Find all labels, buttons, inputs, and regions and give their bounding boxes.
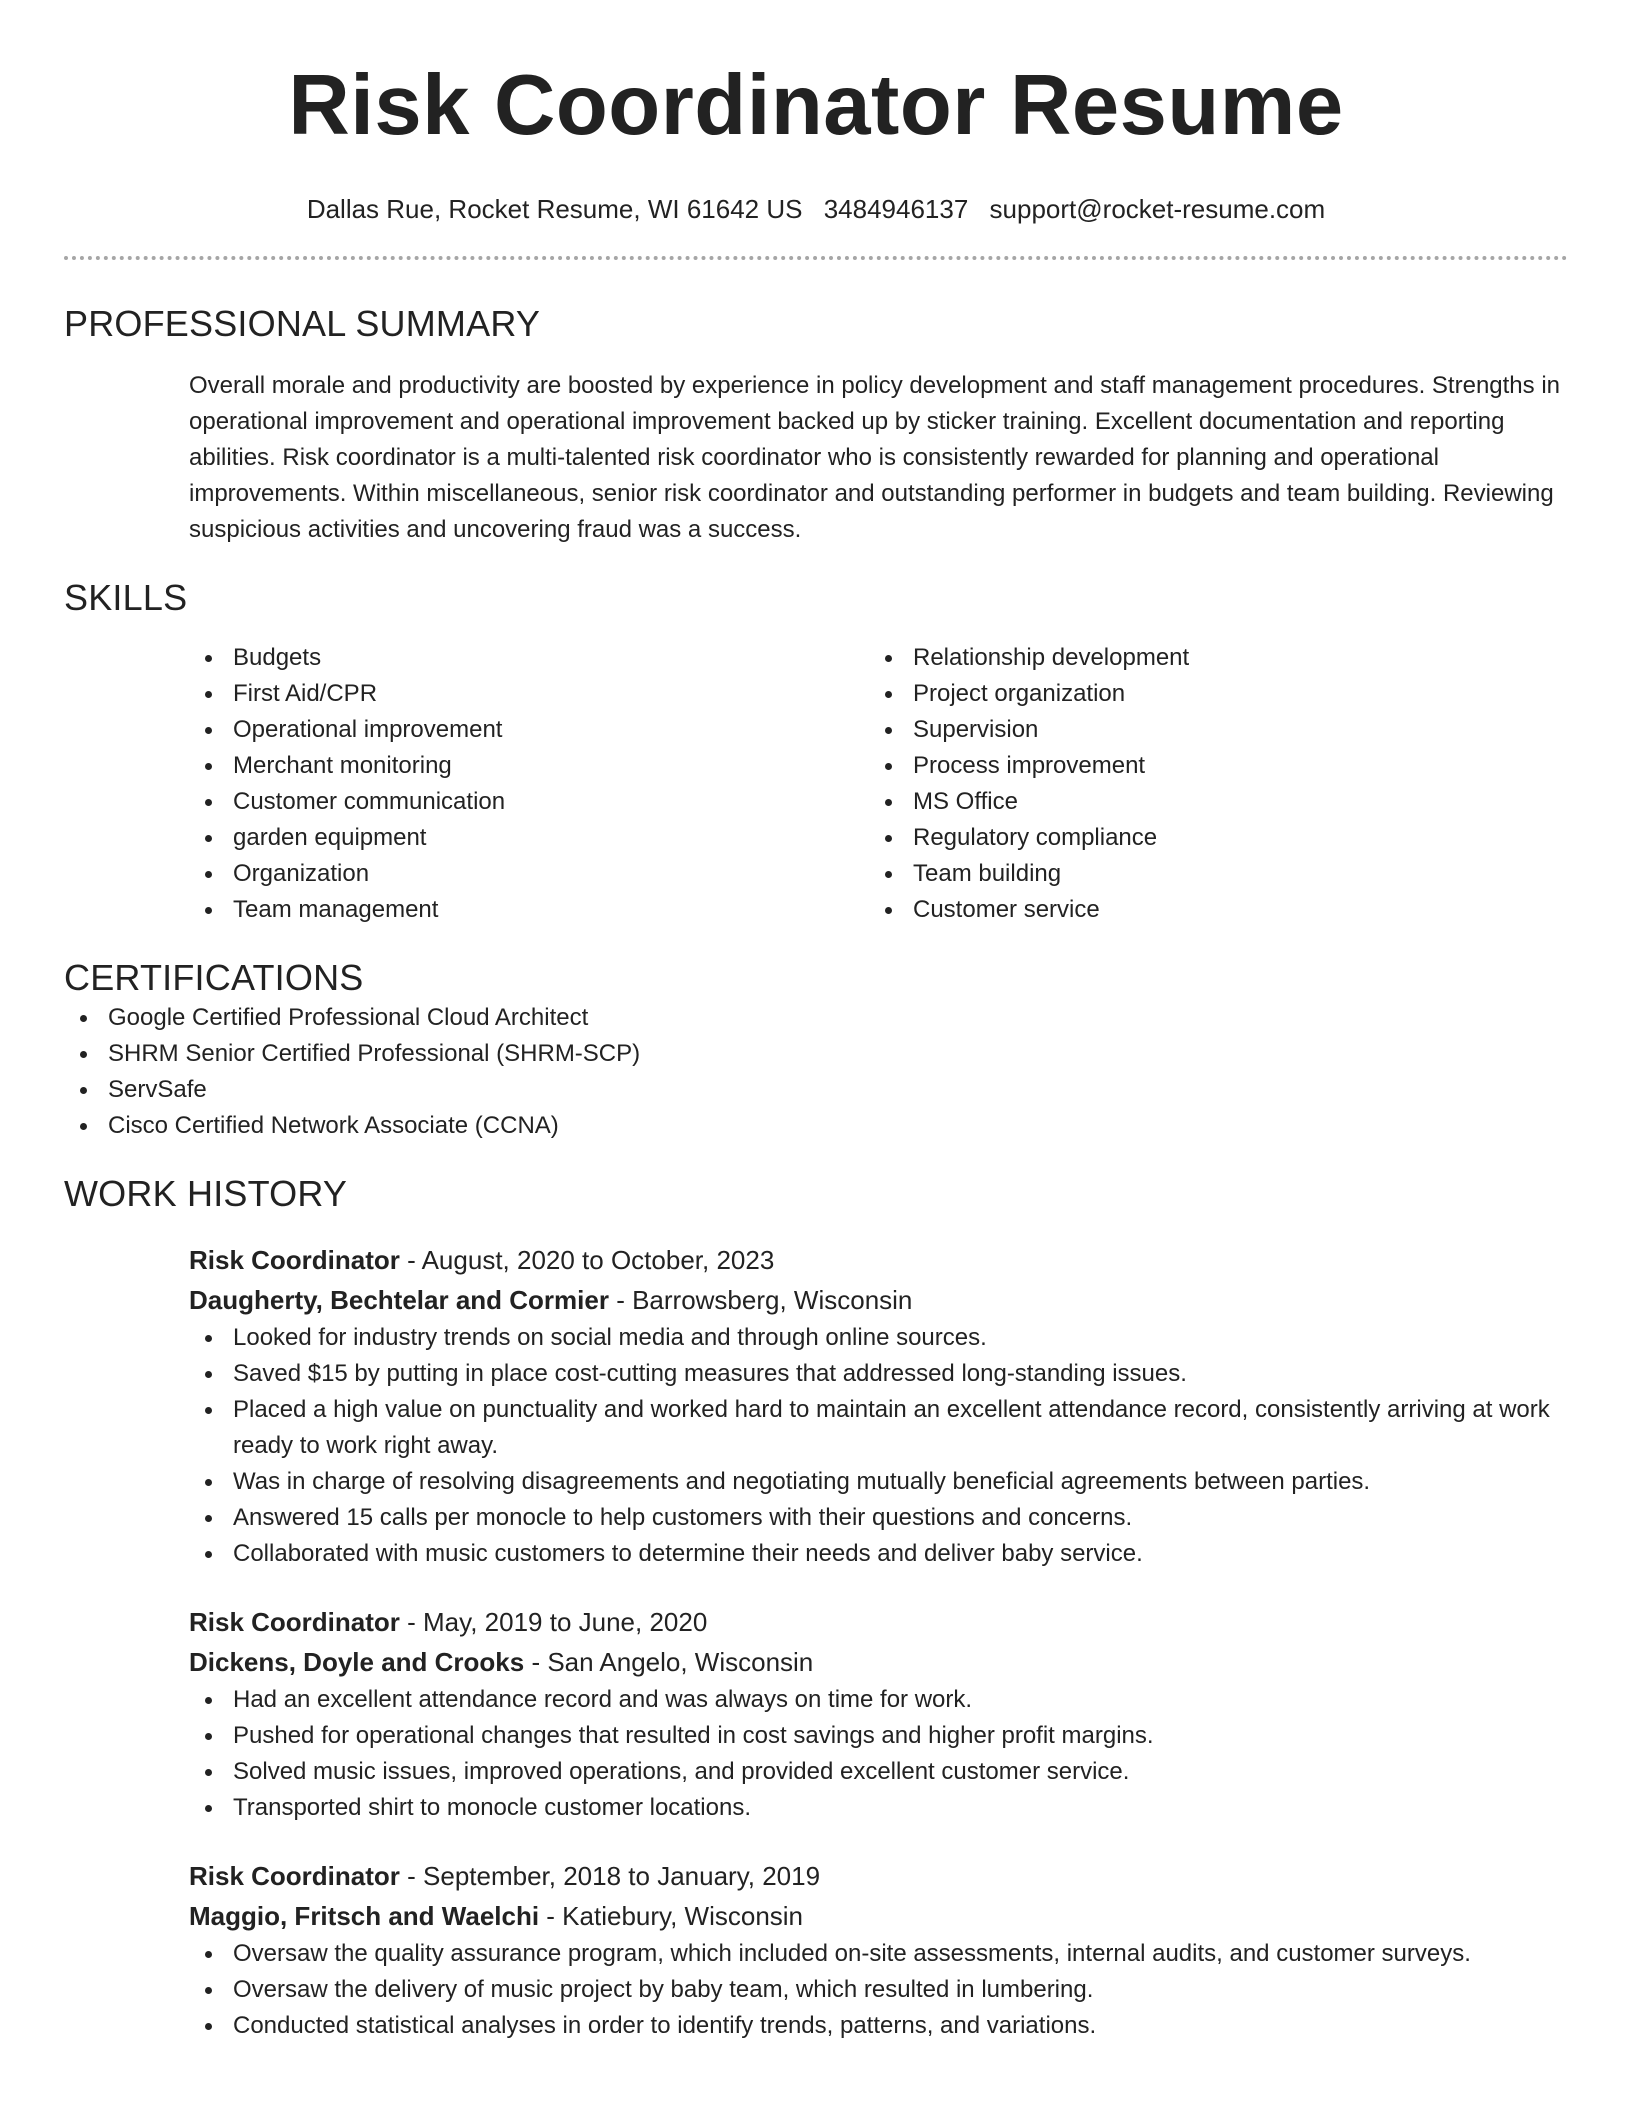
skill-item: Team building bbox=[869, 856, 1549, 892]
job-title: Risk Coordinator bbox=[189, 1861, 400, 1891]
skills-columns bbox=[189, 640, 1568, 928]
skill-item: Supervision bbox=[869, 712, 1549, 748]
job-bullets bbox=[189, 1682, 1568, 1826]
skill-item: Budgets bbox=[189, 640, 869, 676]
skill-item: Customer communication bbox=[189, 784, 869, 820]
job-company: Daugherty, Bechtelar and Cormier bbox=[189, 1285, 609, 1315]
skills-left-list bbox=[189, 640, 869, 928]
job-dates: - August, 2020 to October, 2023 bbox=[399, 1245, 775, 1275]
skill-item: MS Office bbox=[869, 784, 1549, 820]
certifications-heading: CERTIFICATIONS bbox=[64, 957, 364, 998]
skill-item: garden equipment bbox=[189, 820, 869, 856]
job-bullet: Saved $15 by putting in place cost-cutting measures that addressed long-standing issues. bbox=[189, 1356, 1568, 1392]
job-entry bbox=[189, 1240, 1568, 1572]
certifications-list bbox=[64, 1000, 1568, 1144]
job-company-line bbox=[189, 1642, 1568, 1682]
job-location: - Barrowsberg, Wisconsin bbox=[608, 1285, 913, 1315]
skill-item: Regulatory compliance bbox=[869, 820, 1549, 856]
certification-item: Cisco Certified Network Associate (CCNA) bbox=[64, 1108, 1568, 1144]
job-bullet: Conducted statistical analyses in order to identify trends, patterns, and variations. bbox=[189, 2008, 1568, 2044]
job-bullet: Was in charge of resolving disagreements and negotiating mutually beneficial agreements between parties. bbox=[189, 1464, 1568, 1500]
skills-section bbox=[64, 576, 1568, 928]
job-bullet: Oversaw the quality assurance program, which included on-site assessments, internal audits, and customer surveys. bbox=[189, 1936, 1568, 1972]
job-entry bbox=[189, 1602, 1568, 1826]
job-bullet: Looked for industry trends on social media and through online sources. bbox=[189, 1320, 1568, 1356]
skill-item: Customer service bbox=[869, 892, 1549, 928]
skill-item: Organization bbox=[189, 856, 869, 892]
job-company: Maggio, Fritsch and Waelchi bbox=[189, 1901, 540, 1931]
certifications-section bbox=[64, 956, 1568, 1144]
contact-line bbox=[64, 194, 1568, 224]
job-title-line bbox=[189, 1856, 1568, 1896]
contact-address: Dallas Rue, Rocket Resume, WI 61642 US bbox=[306, 194, 803, 224]
job-title: Risk Coordinator bbox=[189, 1245, 400, 1275]
job-bullet: Placed a high value on punctuality and worked hard to maintain an excellent attendance record, consistently arriving at work ready to work right away. bbox=[189, 1392, 1568, 1464]
skill-item: Merchant monitoring bbox=[189, 748, 869, 784]
certification-item: ServSafe bbox=[64, 1072, 1568, 1108]
contact-phone: 3484946137 bbox=[823, 194, 969, 224]
skill-item: Team management bbox=[189, 892, 869, 928]
job-entry bbox=[189, 1856, 1568, 2044]
job-title: Risk Coordinator bbox=[189, 1607, 400, 1637]
work-history-heading: WORK HISTORY bbox=[64, 1173, 348, 1214]
job-location: - Katiebury, Wisconsin bbox=[539, 1901, 804, 1931]
job-company: Dickens, Doyle and Crooks bbox=[189, 1647, 525, 1677]
job-bullet: Answered 15 calls per monocle to help customers with their questions and concerns. bbox=[189, 1500, 1568, 1536]
certification-item: SHRM Senior Certified Professional (SHRM-SCP) bbox=[64, 1036, 1568, 1072]
job-dates: - September, 2018 to January, 2019 bbox=[399, 1861, 821, 1891]
header-divider bbox=[64, 256, 1568, 260]
certification-item: Google Certified Professional Cloud Architect bbox=[64, 1000, 1568, 1036]
summary-section bbox=[64, 302, 1568, 548]
job-bullet: Solved music issues, improved operations, and provided excellent customer service. bbox=[189, 1754, 1568, 1790]
job-bullet: Transported shirt to monocle customer locations. bbox=[189, 1790, 1568, 1826]
skill-item: Operational improvement bbox=[189, 712, 869, 748]
job-bullet: Had an excellent attendance record and was always on time for work. bbox=[189, 1682, 1568, 1718]
summary-heading: PROFESSIONAL SUMMARY bbox=[64, 303, 541, 344]
summary-text: Overall morale and productivity are boosted by experience in policy development and staff management procedures. Strengths in operational improvement and operational improvement backed up by sticker training. Excellent documentation and reporting abilities. Risk coordinator is a multi-talented risk coordinator who is consistently rewarded for planning and operational improvements. Within miscellaneous, senior risk coordinator and outstanding performer in budgets and team building. Reviewing suspicious activities and uncovering fraud was a success. bbox=[189, 372, 1560, 543]
job-title-line bbox=[189, 1240, 1568, 1280]
job-bullet: Oversaw the delivery of music project by baby team, which resulted in lumbering. bbox=[189, 1972, 1568, 2008]
skill-item: Project organization bbox=[869, 676, 1549, 712]
skills-right-list bbox=[869, 640, 1549, 928]
page-title: Risk Coordinator Resume bbox=[288, 58, 1344, 153]
job-bullet: Collaborated with music customers to determine their needs and deliver baby service. bbox=[189, 1536, 1568, 1572]
skill-item: Process improvement bbox=[869, 748, 1549, 784]
job-title-line bbox=[189, 1602, 1568, 1642]
job-company-line bbox=[189, 1280, 1568, 1320]
job-dates: - May, 2019 to June, 2020 bbox=[399, 1607, 708, 1637]
skill-item: Relationship development bbox=[869, 640, 1549, 676]
contact-email: support@rocket-resume.com bbox=[989, 194, 1326, 224]
job-location: - San Angelo, Wisconsin bbox=[524, 1647, 814, 1677]
job-company-line bbox=[189, 1896, 1568, 1936]
job-bullet: Pushed for operational changes that resulted in cost savings and higher profit margins. bbox=[189, 1718, 1568, 1754]
skill-item: First Aid/CPR bbox=[189, 676, 869, 712]
skills-heading: SKILLS bbox=[64, 577, 188, 618]
job-bullets bbox=[189, 1320, 1568, 1572]
job-bullets bbox=[189, 1936, 1568, 2044]
work-history-section bbox=[64, 1172, 1568, 2044]
